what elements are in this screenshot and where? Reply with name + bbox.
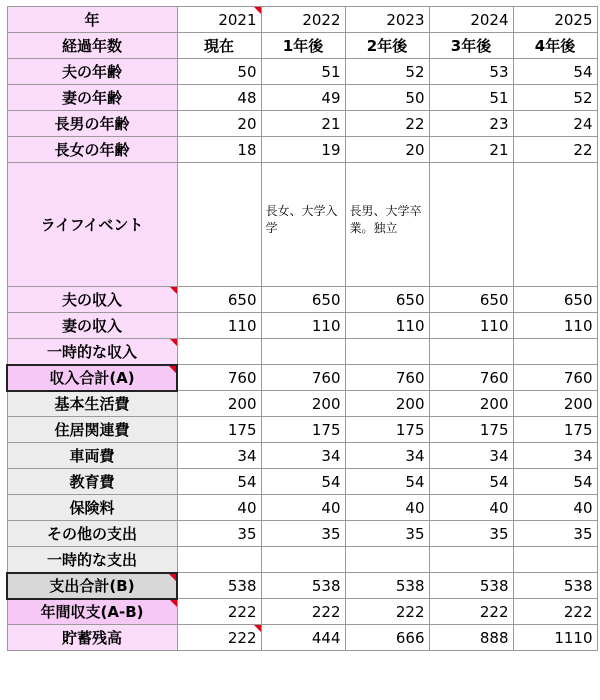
row-label xyxy=(7,599,177,625)
value-cell[interactable]: 650 xyxy=(261,287,345,313)
basic-living-row xyxy=(7,391,597,417)
insurance-row xyxy=(7,495,597,521)
value-cell[interactable]: 23 xyxy=(429,111,513,137)
value-cell[interactable]: 54 xyxy=(429,469,513,495)
row-label-text: 支出合計(B) xyxy=(49,577,135,595)
elapsed-cell[interactable]: 4年後 xyxy=(513,33,597,59)
value-cell[interactable]: 200 xyxy=(513,391,597,417)
value-cell[interactable]: 20 xyxy=(177,111,261,137)
row-label-text: 年間収支(A-B) xyxy=(40,603,144,622)
wife-age-row xyxy=(7,85,597,111)
value-cell[interactable]: 54 xyxy=(177,469,261,495)
elapsed-label: 経過年数 xyxy=(7,33,177,59)
row-label-text: 一時的な収入 xyxy=(46,342,137,361)
value-cell[interactable]: 200 xyxy=(429,391,513,417)
son-age-row xyxy=(7,111,597,137)
value-cell[interactable]: 175 xyxy=(261,417,345,443)
value-cell[interactable]: 760 xyxy=(261,365,345,391)
value-cell[interactable]: 53 xyxy=(429,59,513,85)
value-cell[interactable] xyxy=(177,547,261,573)
income-total-row xyxy=(7,365,597,391)
value-cell[interactable]: 40 xyxy=(429,495,513,521)
comment-marker-icon xyxy=(254,625,261,632)
value-cell[interactable]: 175 xyxy=(429,417,513,443)
value-cell[interactable]: 34 xyxy=(177,443,261,469)
value-cell[interactable]: 650 xyxy=(177,287,261,313)
value-cell[interactable]: 222 xyxy=(261,599,345,625)
value-cell[interactable] xyxy=(345,339,429,365)
elapsed-row xyxy=(7,33,597,59)
value-cell[interactable]: 34 xyxy=(261,443,345,469)
value-cell[interactable]: 51 xyxy=(261,59,345,85)
value-cell[interactable]: 54 xyxy=(345,469,429,495)
value-cell[interactable]: 1110 xyxy=(513,625,597,651)
value-cell[interactable]: 538 xyxy=(429,573,513,599)
value-cell[interactable]: 35 xyxy=(513,521,597,547)
value-cell[interactable]: 110 xyxy=(429,313,513,339)
value-cell[interactable]: 22 xyxy=(513,137,597,163)
value-cell[interactable]: 538 xyxy=(513,573,597,599)
row-label: 夫の年齢 xyxy=(7,59,177,85)
row-label: 車両費 xyxy=(7,443,177,469)
row-label xyxy=(7,573,177,599)
other-expense-row xyxy=(7,521,597,547)
temporary-expense-row xyxy=(7,547,597,573)
value-cell[interactable]: 175 xyxy=(513,417,597,443)
value-cell[interactable]: 650 xyxy=(429,287,513,313)
value-cell[interactable]: 222 xyxy=(177,599,261,625)
value-cell[interactable]: 40 xyxy=(513,495,597,521)
vehicle-row xyxy=(7,443,597,469)
row-label: 貯蓄残高 xyxy=(7,625,177,651)
row-label: 一時的な支出 xyxy=(7,547,177,573)
value-cell[interactable]: 51 xyxy=(429,85,513,111)
row-label xyxy=(7,287,177,313)
row-label xyxy=(7,339,177,365)
value-cell[interactable]: 52 xyxy=(345,59,429,85)
value-cell[interactable]: 110 xyxy=(177,313,261,339)
value-cell[interactable]: 110 xyxy=(261,313,345,339)
row-label: 長女の年齢 xyxy=(7,137,177,163)
life-event-cell[interactable]: 長男、大学卒業。独立 xyxy=(345,163,429,287)
year-cell[interactable]: 2024 xyxy=(429,7,513,33)
value-cell[interactable]: 222 xyxy=(513,599,597,625)
value-cell[interactable]: 21 xyxy=(429,137,513,163)
elapsed-cell[interactable]: 2年後 xyxy=(345,33,429,59)
value-cell[interactable]: 760 xyxy=(345,365,429,391)
value-cell[interactable] xyxy=(429,339,513,365)
comment-marker-icon xyxy=(170,600,177,607)
savings-row xyxy=(7,625,597,651)
value-cell[interactable]: 40 xyxy=(261,495,345,521)
value-cell[interactable]: 222 xyxy=(429,599,513,625)
value-cell[interactable]: 54 xyxy=(513,469,597,495)
life-event-cell[interactable]: 長女、大学入学 xyxy=(261,163,345,287)
value-cell[interactable] xyxy=(177,625,261,651)
value-cell[interactable]: 222 xyxy=(345,599,429,625)
expense-total-row xyxy=(7,573,597,599)
value-cell[interactable]: 54 xyxy=(513,59,597,85)
year-label: 年 xyxy=(7,7,177,33)
life-event-cell[interactable] xyxy=(177,163,261,287)
value-cell[interactable]: 538 xyxy=(345,573,429,599)
value-cell[interactable]: 444 xyxy=(261,625,345,651)
row-label: 長男の年齢 xyxy=(7,111,177,137)
value-cell[interactable] xyxy=(429,547,513,573)
daughter-age-row xyxy=(7,137,597,163)
life-event-row xyxy=(7,163,597,287)
value-cell[interactable]: 35 xyxy=(429,521,513,547)
value-cell[interactable]: 34 xyxy=(513,443,597,469)
row-label-text: 収入合計(A) xyxy=(49,369,135,387)
value-cell[interactable]: 20 xyxy=(345,137,429,163)
comment-marker-icon xyxy=(170,339,177,346)
value-cell[interactable]: 760 xyxy=(429,365,513,391)
life-event-cell[interactable] xyxy=(513,163,597,287)
elapsed-cell[interactable]: 1年後 xyxy=(261,33,345,59)
value-cell[interactable] xyxy=(261,339,345,365)
wife-income-row xyxy=(7,313,597,339)
temporary-income-row xyxy=(7,339,597,365)
row-label: 住居関連費 xyxy=(7,417,177,443)
value-cell[interactable]: 666 xyxy=(345,625,429,651)
row-label: 教育費 xyxy=(7,469,177,495)
value-cell[interactable]: 200 xyxy=(261,391,345,417)
value-cell[interactable]: 40 xyxy=(177,495,261,521)
year-cell[interactable]: 2021 xyxy=(177,7,261,33)
value-cell[interactable]: 175 xyxy=(177,417,261,443)
value-cell[interactable]: 110 xyxy=(345,313,429,339)
husband-age-row xyxy=(7,59,597,85)
value-cell[interactable]: 175 xyxy=(345,417,429,443)
year-cell[interactable]: 2022 xyxy=(261,7,345,33)
value-cell[interactable]: 200 xyxy=(177,391,261,417)
comment-marker-icon xyxy=(169,366,176,373)
year-row xyxy=(7,7,597,33)
value-cell[interactable] xyxy=(513,547,597,573)
value-cell[interactable] xyxy=(345,547,429,573)
comment-marker-icon xyxy=(170,287,177,294)
row-label xyxy=(7,365,177,391)
value-cell[interactable]: 35 xyxy=(177,521,261,547)
value-cell[interactable]: 21 xyxy=(261,111,345,137)
value-cell[interactable]: 52 xyxy=(513,85,597,111)
elapsed-cell[interactable]: 現在 xyxy=(177,33,261,59)
education-row xyxy=(7,469,597,495)
comment-marker-icon xyxy=(169,574,176,581)
value-cell[interactable]: 35 xyxy=(345,521,429,547)
row-label: 妻の収入 xyxy=(7,313,177,339)
housing-row xyxy=(7,417,597,443)
value-cell[interactable]: 538 xyxy=(261,573,345,599)
value-cell[interactable]: 35 xyxy=(261,521,345,547)
value-cell[interactable]: 760 xyxy=(513,365,597,391)
value-cell[interactable]: 50 xyxy=(177,59,261,85)
value-cell[interactable]: 48 xyxy=(177,85,261,111)
value-cell[interactable]: 538 xyxy=(177,573,261,599)
value-cell[interactable]: 50 xyxy=(345,85,429,111)
value-cell[interactable]: 49 xyxy=(261,85,345,111)
row-label-text: 夫の収入 xyxy=(61,291,122,309)
value-cell[interactable]: 650 xyxy=(345,287,429,313)
value-cell[interactable]: 22 xyxy=(345,111,429,137)
value-cell[interactable]: 40 xyxy=(345,495,429,521)
value-cell[interactable]: 760 xyxy=(177,365,261,391)
value-cell[interactable]: 54 xyxy=(261,469,345,495)
elapsed-cell[interactable]: 3年後 xyxy=(429,33,513,59)
row-label: 妻の年齢 xyxy=(7,85,177,111)
row-label: 保険料 xyxy=(7,495,177,521)
value-cell[interactable]: 888 xyxy=(429,625,513,651)
life-event-cell[interactable] xyxy=(429,163,513,287)
value-cell[interactable] xyxy=(513,339,597,365)
row-label: その他の支出 xyxy=(7,521,177,547)
value-cell[interactable]: 34 xyxy=(345,443,429,469)
value-cell[interactable]: 34 xyxy=(429,443,513,469)
annual-balance-row xyxy=(7,599,597,625)
value-cell[interactable]: 18 xyxy=(177,137,261,163)
value-cell[interactable]: 19 xyxy=(261,137,345,163)
value-cell[interactable]: 24 xyxy=(513,111,597,137)
life-event-label: ライフイベント xyxy=(7,163,177,287)
year-cell[interactable]: 2023 xyxy=(345,7,429,33)
value-text: 222 xyxy=(227,628,257,647)
value-cell[interactable] xyxy=(261,547,345,573)
cashflow-table xyxy=(6,6,598,651)
value-cell[interactable]: 110 xyxy=(513,313,597,339)
husband-income-row xyxy=(7,287,597,313)
value-cell[interactable]: 650 xyxy=(513,287,597,313)
row-label: 基本生活費 xyxy=(7,391,177,417)
comment-marker-icon xyxy=(254,7,261,14)
value-cell[interactable] xyxy=(177,339,261,365)
value-cell[interactable]: 200 xyxy=(345,391,429,417)
year-cell[interactable]: 2025 xyxy=(513,7,597,33)
